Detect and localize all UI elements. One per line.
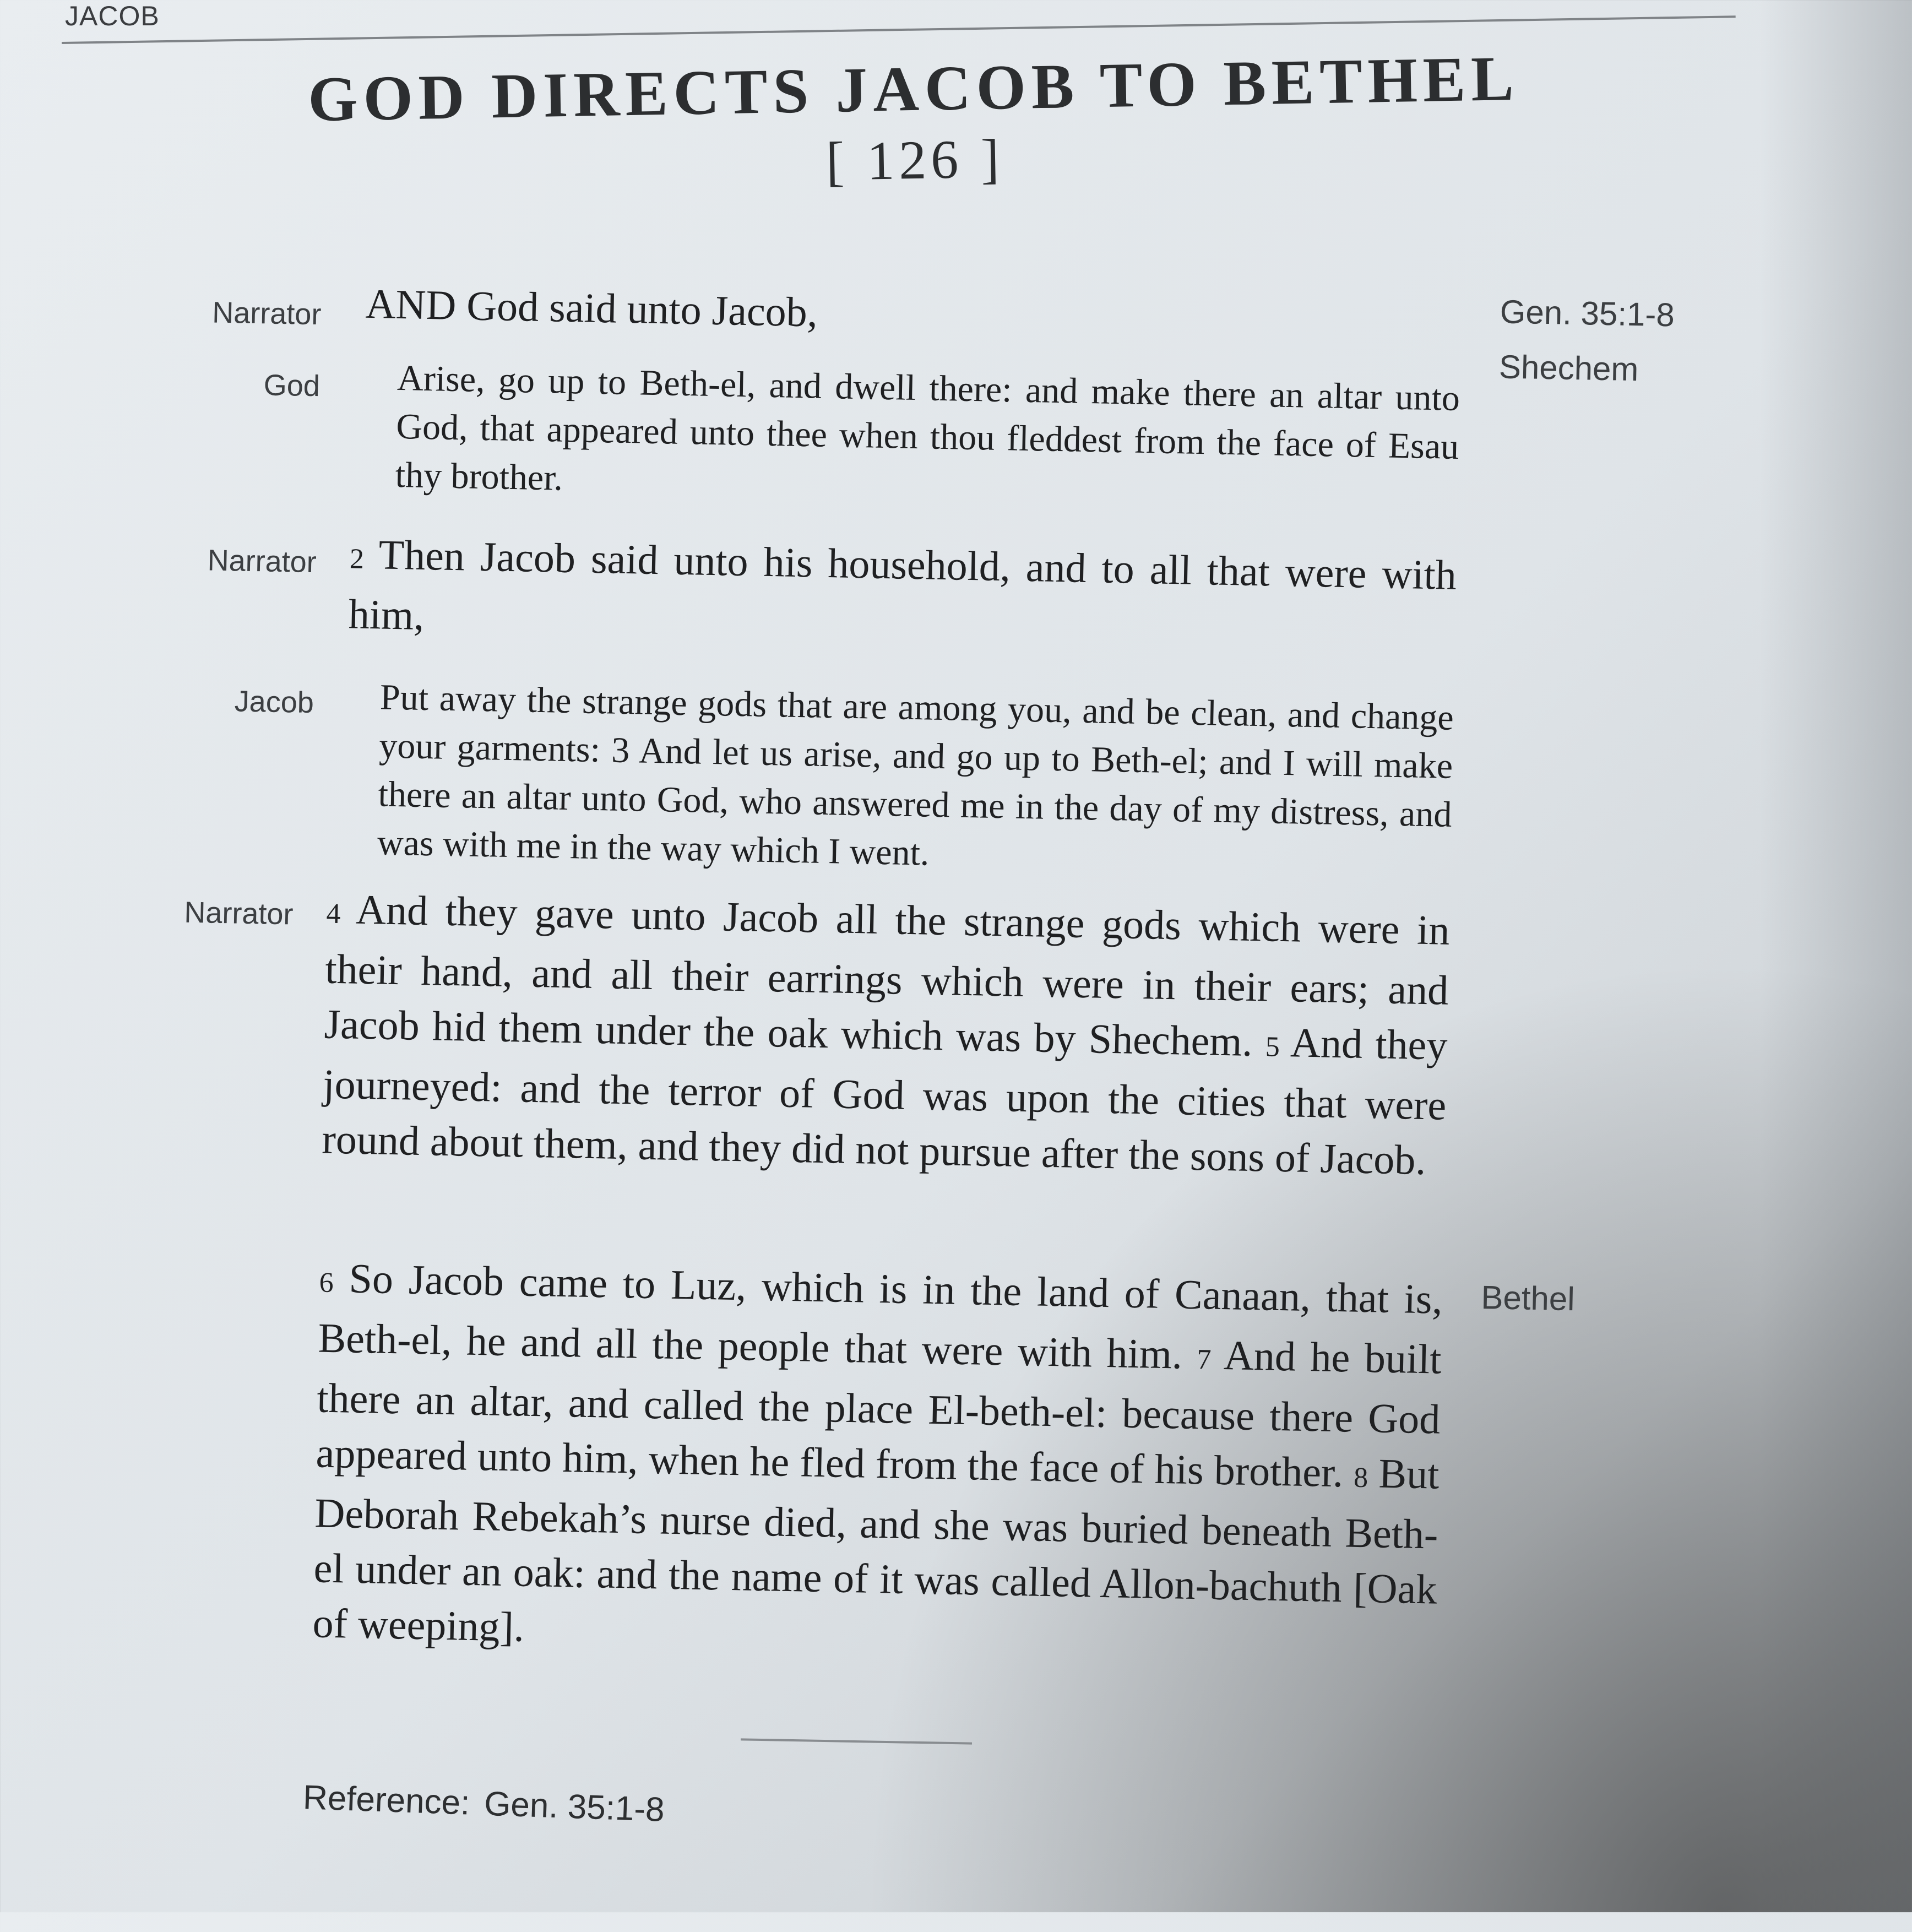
selection-number: [ 126 ] — [825, 128, 1004, 192]
verse-number: 7 — [1196, 1344, 1212, 1376]
margin-scripture-ref: Gen. 35:1-8 — [1500, 293, 1675, 334]
verse-number: 5 — [1265, 1031, 1280, 1063]
verse-number: 4 — [325, 898, 341, 930]
reference-label: Reference: — [302, 1778, 471, 1822]
reference-value: Gen. 35:1-8 — [484, 1784, 665, 1829]
passage-text-content: And they gave unto Jacob all the strange gods which were in their hand, and all their earrings which were in their ears; and Jacob hid them under the oak which was by Shechem. — [323, 886, 1451, 1065]
passage-text-content: So Jacob came to Luz, which is in the land of Canaan, that is, Beth-el, he and all the people that were with him. — [317, 1255, 1443, 1378]
verse-number: 6 — [319, 1267, 334, 1299]
page-title: GOD DIRECTS JACOB TO BETHEL — [307, 43, 1520, 135]
margin-place-note: Bethel — [1480, 1279, 1576, 1318]
passage-text — [312, 1251, 1443, 1673]
passage-text-content: But Deborah Rebekah’s nurse died, and she was buried beneath Beth-el under an oak: and the name of it was called Allon-bachuth [Oak of weeping]. — [312, 1450, 1440, 1651]
passage-text-content: And he built there an altar, and called the place El-beth-el: because there God appeared unto him, when he fled from the face of his brother. — [315, 1332, 1442, 1496]
speaker-label: Narrator — [183, 896, 294, 931]
passage-text — [348, 527, 1457, 663]
passage-text: AND God said unto Jacob, — [365, 280, 818, 336]
verse-number: 8 — [1353, 1462, 1368, 1494]
speaker-label: Jacob — [234, 685, 314, 720]
running-head: JACOB — [65, 1, 160, 31]
speaker-label: God — [263, 368, 321, 403]
passage-text: Arise, go up to Beth-el, and dwell there: and make there an altar unto God, that appeared unto thee when thou fleddest from the face of Esau thy brother. — [395, 357, 1460, 498]
passage-text — [322, 882, 1451, 1188]
margin-place-note: Shechem — [1498, 348, 1639, 388]
passage-text-content: And they journeyed: and the terror of God was upon the cities that were round about them, and they did not pursue after the sons of Jacob. — [321, 1019, 1448, 1184]
verse-number: 2 — [349, 543, 365, 575]
speaker-label: Narrator — [211, 296, 322, 332]
passage-text-content: Then Jacob said unto his household, and to all that were with him, — [348, 531, 1457, 639]
speaker-label: Narrator — [207, 544, 317, 579]
passage-text: Put away the strange gods that are among you, and be clean, and change your garments: 3 And let us arise, and go up to Beth-el; and I will make there an altar unto God, who answered me in the day of my distress, and was with me in the way which I went. — [377, 677, 1454, 873]
